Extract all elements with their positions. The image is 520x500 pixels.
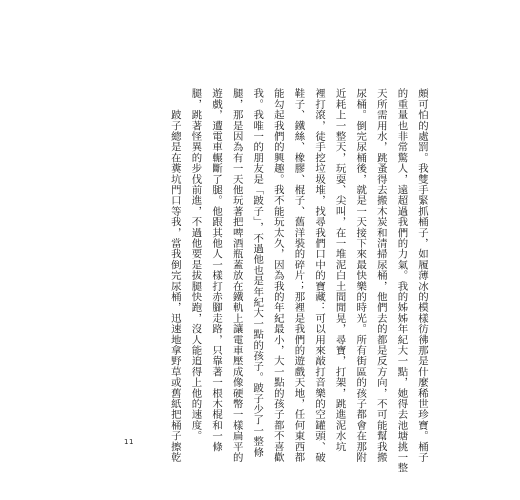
text-column: 尿桶。倒完尿桶後，就是一天接下來最快樂的時光。所有街區的孩子都會在那附 — [354, 88, 367, 463]
text-column: 腿，跳著怪異的步伐前進，不過他要是拔腿快跑，沒人能追得上他的速度。 — [189, 88, 202, 442]
text-column: 腿，那是因為有一天他玩著把啤酒瓶蓋放在鐵軌上讓電車壓成像硬幣一樣扁平的 — [230, 88, 243, 463]
text-column: 我。我唯一的朋友是「跛子」，不過他也是年紀大一點的孩子。跛子少了一整條 — [251, 88, 264, 458]
text-column: 的重量也非常驚人，遠超過我們的力氣。我的姊姊年紀大一點，她得去池塘挑一整 — [395, 88, 408, 474]
text-column: 跛子總是在糞坑門口等我，當我倒完尿桶，迅速地拿野草或舊紙把桶子擦乾 — [168, 88, 181, 463]
text-column: 天所需用水，跳蚤得去搬木炭和清掃尿桶，他們去的都是反方向，不可能幫我搬 — [374, 88, 387, 463]
vertical-text-block — [164, 88, 432, 474]
text-column: 遊戲，遭電車輾斷了腿。他跟其他人一樣打赤腳走路，只靠著一根木棍和一條 — [210, 88, 223, 452]
page-number: 11 — [124, 438, 134, 446]
text-column: 鞋子、鐵絲、橡膠、棍子、舊洋裝的碎片；那裡是我們的遊戲天地，任何東西都 — [292, 88, 305, 463]
text-column: 能勾起我們的興趣。我不能玩太久，因為我的年紀最小，大一點的孩子都不喜歡 — [271, 88, 284, 463]
text-column: 頗可怕的處罰。我雙手緊抓桶子，如履薄冰的模樣彷彿那是什麼稀世珍寶。桶子 — [416, 88, 428, 463]
text-column: 近耗上一整天，玩耍、尖叫，在一堆泥白土間閒晃，尋寶，打架，跳進泥水坑 — [333, 88, 346, 452]
text-column: 裡打滾，徒手挖垃圾堆，找尋我們口中的寶藏：可以用來敲打音樂的空罐頭、破 — [313, 88, 326, 463]
